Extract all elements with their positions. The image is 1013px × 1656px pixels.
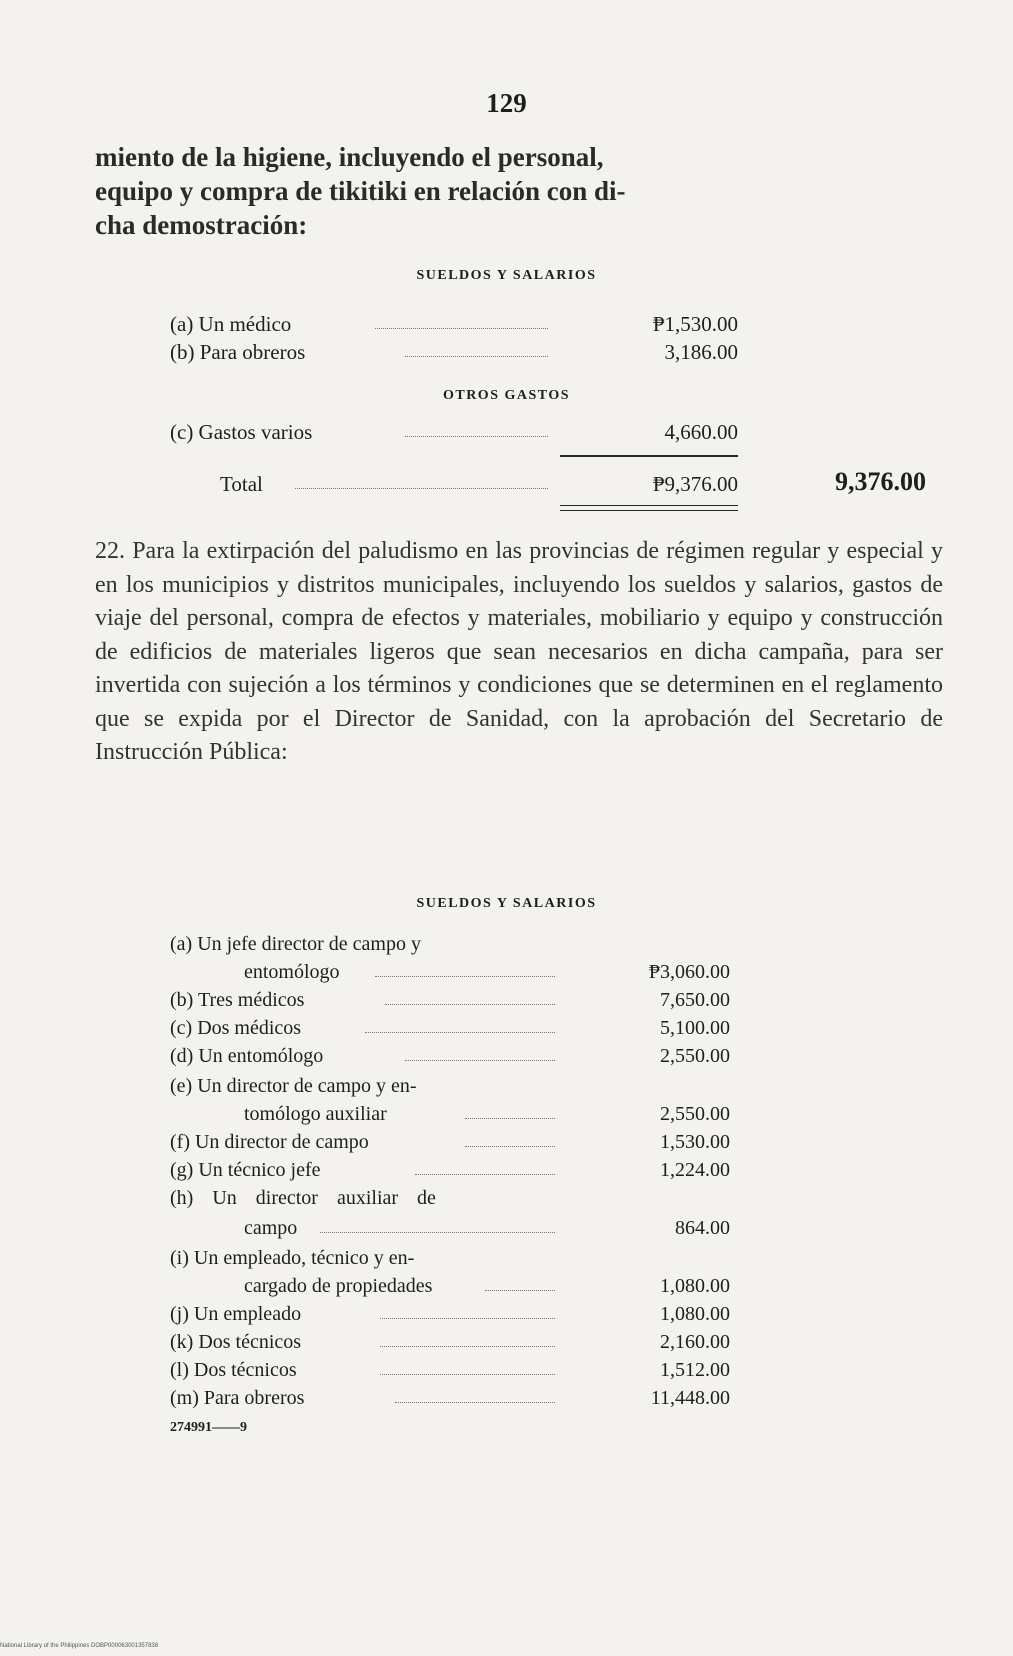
intro-line: cha demostración: <box>95 210 308 240</box>
leader-dots <box>415 1174 555 1175</box>
total-label: Total <box>220 472 263 496</box>
section2-item-row <box>170 1384 730 1412</box>
section2-item-row <box>170 1356 730 1384</box>
section2-item-row <box>170 1328 730 1356</box>
item-label: (b) Para obreros <box>170 340 306 364</box>
section1-other-row <box>170 418 738 446</box>
item-amount: 2,550.00 <box>660 1045 730 1067</box>
page-number: 129 <box>486 88 527 118</box>
item-amount: 1,224.00 <box>660 1159 730 1181</box>
intro-text <box>95 140 755 242</box>
item-amount: ₱3,060.00 <box>648 961 730 983</box>
item-label: (g) Un técnico jefe <box>170 1159 321 1181</box>
leader-dots <box>465 1146 555 1147</box>
section2-item-row <box>170 1014 730 1042</box>
leader-dots <box>385 1004 555 1005</box>
item-label: (a) Un médico <box>170 312 292 336</box>
leader-dots <box>380 1318 555 1319</box>
item-amount: 3,186.00 <box>664 340 738 364</box>
item-label: (k) Dos técnicos <box>170 1331 302 1353</box>
item-label: campo <box>244 1217 298 1239</box>
leader-dots <box>380 1346 555 1347</box>
item-label: tomólogo auxiliar <box>244 1103 387 1125</box>
item-amount: 1,512.00 <box>660 1359 730 1381</box>
leader-dots <box>405 436 548 437</box>
item-label: (c) Dos médicos <box>170 1017 302 1039</box>
item-label: cargado de propiedades <box>244 1275 433 1297</box>
item-label: (b) Tres médicos <box>170 989 305 1011</box>
item-amount: 4,660.00 <box>664 420 738 444</box>
item-label-line1: (h) Un director auxiliar de <box>170 1187 436 1209</box>
leader-dots <box>295 488 548 489</box>
section1-item-row <box>170 310 738 338</box>
section2-item-row <box>170 1100 730 1128</box>
leader-dots <box>320 1232 555 1233</box>
section2-item-row <box>170 1128 730 1156</box>
section2-item-line1 <box>170 1244 730 1272</box>
leader-dots <box>405 356 548 357</box>
signature-mark: 274991——9 <box>170 1420 247 1435</box>
total-amount: ₱9,376.00 <box>652 472 738 496</box>
section1-heading-other: OTROS GASTOS <box>442 388 571 403</box>
item-amount: 11,448.00 <box>650 1387 730 1409</box>
item-label: (f) Un director de campo <box>170 1131 369 1153</box>
item-label: (d) Un entomólogo <box>170 1045 324 1067</box>
leader-dots <box>405 1060 555 1061</box>
item-label: (m) Para obreros <box>170 1387 305 1409</box>
section2-heading: SUELDOS Y SALARIOS <box>416 896 597 911</box>
section2-item-line1 <box>170 1072 730 1100</box>
section2-item-row <box>170 1272 730 1300</box>
section2-item-row <box>170 1156 730 1184</box>
total-rule <box>560 455 738 457</box>
section2-item-row <box>170 1042 730 1070</box>
double-rule-bottom <box>560 510 738 511</box>
leader-dots <box>375 328 548 329</box>
leader-dots <box>375 976 555 977</box>
section2-item-line1 <box>170 930 730 958</box>
item-label-line1: (i) Un empleado, técnico y en- <box>170 1247 415 1269</box>
item-label-line1: (e) Un director de campo y en- <box>170 1075 417 1097</box>
section2-item-row <box>170 1300 730 1328</box>
item-amount: 5,100.00 <box>660 1017 730 1039</box>
intro-line: equipo y compra de tikitiki en relación con di- <box>95 176 626 206</box>
leader-dots <box>365 1032 555 1033</box>
section2-item-line1 <box>170 1184 730 1212</box>
item-label: entomólogo <box>244 961 340 983</box>
item-amount: 1,080.00 <box>660 1303 730 1325</box>
item-amount: 2,160.00 <box>660 1331 730 1353</box>
grand-total: 9,376.00 <box>835 467 926 496</box>
item-amount: 7,650.00 <box>660 989 730 1011</box>
section1-heading-salaries: SUELDOS Y SALARIOS <box>416 268 597 283</box>
item-label: (j) Un empleado <box>170 1303 302 1325</box>
item-label: (c) Gastos varios <box>170 420 313 444</box>
intro-line: miento de la higiene, incluyendo el personal, <box>95 142 604 172</box>
section2-item-row <box>170 1214 730 1242</box>
item-amount: ₱1,530.00 <box>652 312 738 336</box>
footer-credit: National Library of the Philippines DOBP000063001357838 <box>0 1643 159 1649</box>
section1-item-row <box>170 338 738 366</box>
leader-dots <box>465 1118 555 1119</box>
leader-dots <box>380 1374 555 1375</box>
paragraph-22: 22. Para la extirpación del paludismo en las provincias de régimen regular y especial y en los municipios y distritos municipales, incluyendo los sueldos y salarios, gastos de viaje del personal, compra de efectos y materiales, mobiliario y equipo y construcción de edificios de materiales ligeros que sean necesarios en dicha campaña, para ser invertida con sujeción a los términos y condiciones que se determinen en el reglamento que se expida por el Director de Sanidad, con la aprobación del Secretario de Instrucción Pública: <box>95 538 943 765</box>
section2-item-row <box>170 958 730 986</box>
item-label-line1: (a) Un jefe director de campo y <box>170 933 421 955</box>
item-label: (l) Dos técnicos <box>170 1359 297 1381</box>
section1-total-row <box>220 470 738 498</box>
item-amount: 1,080.00 <box>660 1275 730 1297</box>
double-rule-top <box>560 505 738 506</box>
section2-item-row <box>170 986 730 1014</box>
item-amount: 1,530.00 <box>660 1131 730 1153</box>
item-amount: 864.00 <box>675 1217 730 1239</box>
leader-dots <box>485 1290 555 1291</box>
item-amount: 2,550.00 <box>660 1103 730 1125</box>
leader-dots <box>395 1402 555 1403</box>
